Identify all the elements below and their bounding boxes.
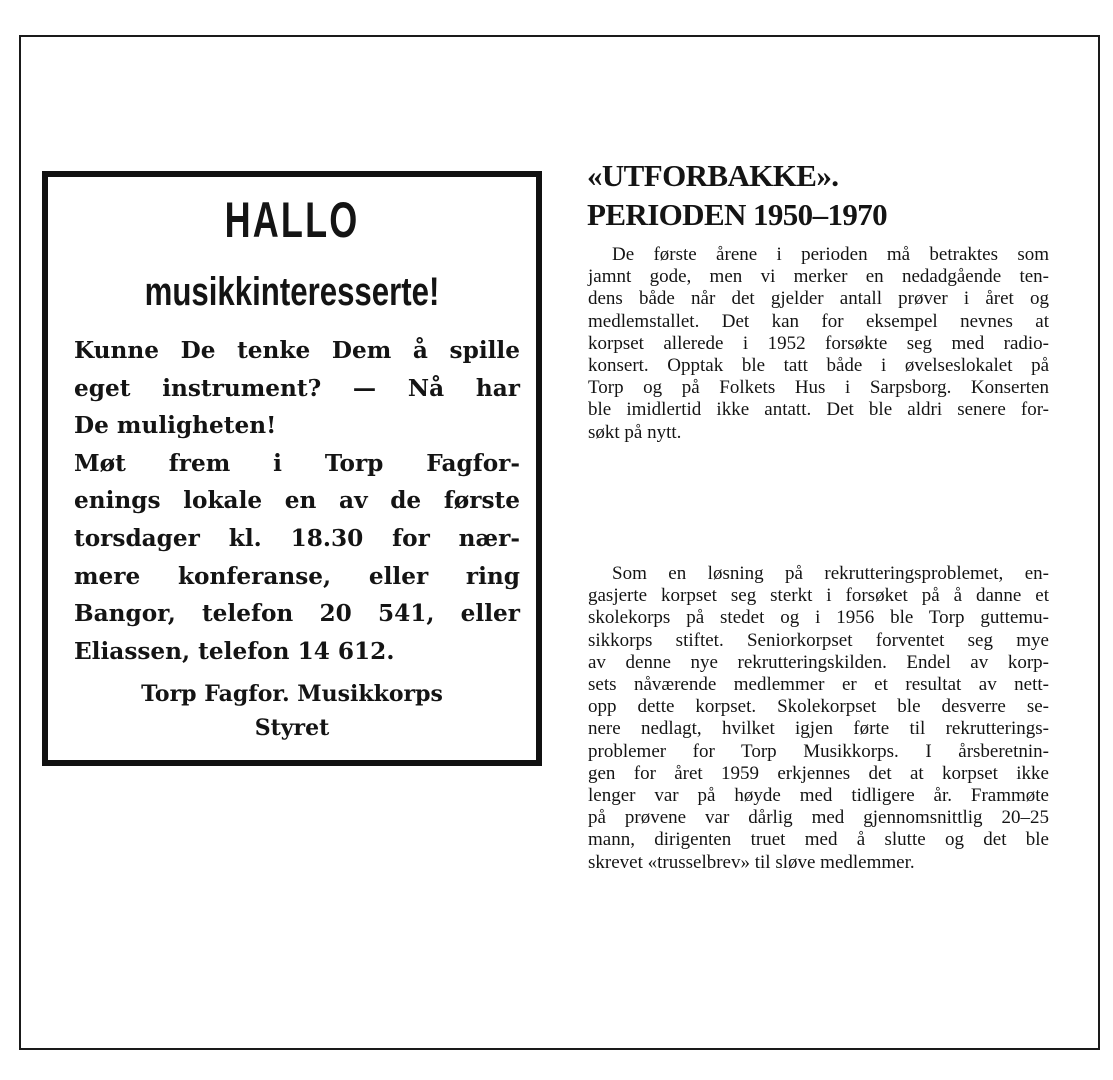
- ad-body-line: eget instrument? — Nå har: [74, 374, 520, 402]
- ad-body-line: Kunne De tenke Dem å spille: [74, 337, 520, 364]
- paragraph-line: problemer for Torp Musikkorps. I årsberetnin-: [588, 740, 1049, 762]
- ad-body-line: enings lokale en av de første: [74, 487, 520, 515]
- ad-signature-organization: Torp Fagfor. Musikkorps: [141, 681, 443, 707]
- newspaper-advertisement: [42, 171, 542, 766]
- article-title-line: «UTFORBAKKE».: [587, 158, 839, 193]
- paragraph-line: gen for året 1959 erkjennes det at korpset ikke: [588, 762, 1049, 784]
- ad-subheadline: musikkinteresserte!: [144, 270, 440, 314]
- article-title-line: PERIODEN 1950–1970: [587, 197, 888, 232]
- paragraph-line: jamnt gode, men vi merker en nedadgående ten-: [588, 266, 1049, 288]
- ad-body-line: De muligheten!: [74, 412, 277, 440]
- paragraph-line: mann, dirigenten truet med å slutte og det ble: [588, 829, 1049, 851]
- paragraph-line: konsert. Opptak ble tatt både i øvelseslokalet på: [588, 355, 1049, 377]
- ad-signature: [48, 677, 536, 745]
- paragraph-line: nere nedlagt, hvilket igjen førte til rekrutterings-: [588, 718, 1049, 740]
- paragraph-line: medlemstallet. Det kan for eksempel nevnes at: [588, 310, 1049, 332]
- paragraph-line: skrevet «trusselbrev» til sløve medlemmer.: [588, 851, 915, 873]
- paragraph-line: Som en løsning på rekrutteringsproblemet, en-: [612, 563, 1049, 584]
- paragraph-line: sets nåværende medlemmer er et resultat av nett-: [588, 674, 1049, 696]
- paragraph-line: lenger var på høyde med tidligere år. Frammøte: [588, 785, 1049, 807]
- paragraph-line: på prøvene var dårlig med gjennomsnittlig 20–25: [588, 807, 1049, 829]
- paragraph-line: sikkorps stiftet. Seniorkorpset forventet seg mye: [588, 629, 1049, 651]
- paragraph-line: av denne nye rekrutteringskilden. Endel av korp-: [588, 651, 1049, 673]
- paragraph-line: korpset allerede i 1952 forsøkte seg med radio-: [588, 332, 1049, 354]
- ad-body-line: Eliassen, telefon 14 612.: [74, 637, 395, 665]
- paragraph-line: gasjerte korpset seg sterkt i forsøket på å danne et: [588, 585, 1049, 607]
- article-paragraph-2: [588, 563, 1049, 874]
- ad-signature-board: Styret: [254, 715, 330, 741]
- paragraph-line: søkt på nytt.: [588, 421, 682, 443]
- ad-body-line: Bangor, telefon 20 541, eller: [74, 600, 520, 628]
- paragraph-line: opp dette korpset. Skolekorpset ble desverre se-: [588, 696, 1049, 718]
- article-title: [587, 156, 887, 234]
- ad-headline: HALLO: [224, 192, 360, 248]
- paragraph-line: skolekorps på stedet og i 1956 ble Torp guttemu-: [588, 607, 1049, 629]
- paragraph-line: Torp og på Folkets Hus i Sarpsborg. Konserten: [588, 377, 1049, 399]
- ad-body: [74, 332, 520, 670]
- ad-body-line: Møt frem i Torp Fagfor-: [74, 449, 520, 477]
- ad-body-line: mere konferanse, eller ring: [74, 562, 520, 590]
- article-paragraph-1: [588, 244, 1049, 444]
- paragraph-line: dens både når det gjelder antall prøver i året og: [588, 288, 1049, 310]
- paragraph-line: De første årene i perioden må betraktes som: [612, 244, 1049, 265]
- ad-body-line: torsdager kl. 18.30 for nær-: [74, 524, 520, 552]
- paragraph-line: ble imidlertid ikke antatt. Det ble aldri senere for-: [588, 399, 1049, 421]
